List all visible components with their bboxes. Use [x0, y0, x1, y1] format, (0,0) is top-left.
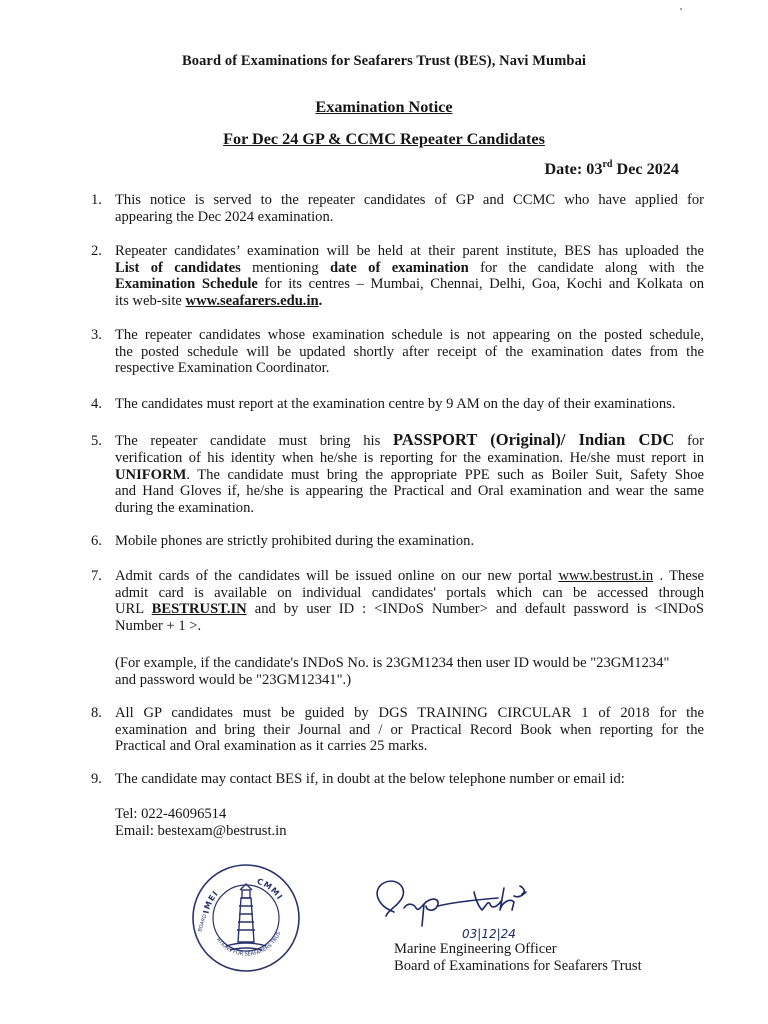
- item-line: The candidate may contact BES if, in doubt at the below telephone number or email id:: [115, 771, 625, 787]
- seal-text-top-right: CMMI: [255, 876, 285, 902]
- item-line: Repeater candidates’ examination will be held at their parent institute, BES has uploaded the: [115, 243, 704, 259]
- item-text: and by user ID : <INDoS Number> and default password is <INDoS: [246, 601, 704, 618]
- notice-item-6: [91, 533, 704, 550]
- handwritten-signature: [364, 866, 604, 948]
- seal-text-bottom: ATIONS FOR SEAFARERS TRUS: [215, 931, 283, 958]
- item-line: Number + 1 >.: [115, 617, 202, 634]
- item-line: during the examination.: [115, 499, 255, 516]
- bold-phrase: Examination Schedule: [115, 276, 258, 293]
- item-line: [115, 467, 704, 484]
- item-line: [115, 276, 704, 293]
- notice-title: Examination Notice: [315, 98, 453, 116]
- notice-item-8: [91, 705, 704, 755]
- item-number: 3.: [91, 327, 102, 343]
- bold-phrase: UNIFORM: [115, 466, 187, 483]
- item-number: 9.: [91, 771, 102, 787]
- notice-item-7: [91, 568, 704, 634]
- item-line: verification of his identity when he/she is reporting for the examination. He/she must report in: [115, 450, 704, 466]
- portal-url-link[interactable]: BESTRUST.IN: [151, 601, 247, 618]
- item-number: 1.: [91, 192, 102, 208]
- signatory-organization: Board of Examinations for Seafarers Trust: [394, 957, 642, 974]
- notice-item-3: [91, 327, 704, 377]
- item-number: 7.: [91, 568, 102, 584]
- svg-text:03|12|24: 03|12|24: [462, 927, 516, 941]
- date-prefix: Date: 03: [544, 160, 603, 178]
- item-line: admit card is available on individual candidates' portals which can be accessed through: [115, 584, 704, 601]
- item-line: Practical and Oral examination as it carries 25 marks.: [115, 738, 428, 755]
- website-link[interactable]: www.seafarers.edu.in: [185, 292, 319, 309]
- signature-date: [462, 927, 516, 941]
- item-text: URL: [115, 601, 152, 618]
- item-text: . These: [653, 568, 704, 584]
- contact-details: [115, 806, 287, 839]
- item-line: The candidates must report at the examination centre by 9 AM on the day of their examinations.: [115, 396, 676, 412]
- notice-item-4: [91, 396, 704, 413]
- item-line: and Hand Gloves if, he/she is appearing the Practical and Oral examination and wear the same: [115, 483, 704, 500]
- notice-item-2: [91, 243, 704, 309]
- seal-text-left: BOARD: [197, 913, 209, 933]
- item-text: for: [674, 433, 704, 449]
- notice-date: [544, 158, 679, 178]
- item-line: The repeater candidates whose examination schedule is not appearing on the posted schedule,: [115, 327, 704, 343]
- svg-text:CMMI: [256, 877, 285, 902]
- notice-item-9: [91, 771, 704, 788]
- item-line: respective Examination Coordinator.: [115, 360, 330, 377]
- item-line: All GP candidates must be guided by DGS TRAINING CIRCULAR 1 of 2018 for the: [115, 705, 704, 721]
- signatory-block: [394, 941, 642, 974]
- notice-item-1: [91, 192, 704, 225]
- item-text: for the candidate along with the: [468, 259, 705, 276]
- item-number: 2.: [91, 243, 102, 259]
- bold-phrase: List of candidates: [115, 259, 241, 276]
- bes-seal-stamp: [190, 862, 302, 974]
- organization-header: Board of Examinations for Seafarers Trust (BES), Navi Mumbai: [181, 53, 587, 69]
- date-suffix: Dec 2024: [612, 160, 679, 178]
- portal-link[interactable]: www.bestrust.in: [558, 568, 654, 584]
- example-paragraph: [115, 655, 705, 688]
- item-text: Admit cards of the candidates will be issued online on our new portal: [115, 568, 559, 584]
- scan-speck: [680, 8, 682, 10]
- item-line: appearing the Dec 2024 examination.: [115, 208, 334, 225]
- item-text: its web-site: [115, 292, 186, 309]
- item-line: Mobile phones are strictly prohibited during the examination.: [115, 533, 475, 549]
- bold-phrase: PASSPORT (Original)/ Indian CDC: [392, 430, 675, 449]
- lighthouse-icon: [226, 884, 266, 950]
- example-line: and password would be "23GM12341".): [115, 671, 352, 688]
- item-text: for its centres – Mumbai, Chennai, Delhi, Goa, Kochi and Kolkata on: [257, 276, 704, 293]
- item-line: [115, 260, 704, 277]
- item-text: The repeater candidate must bring his: [115, 433, 393, 449]
- item-number: 6.: [91, 533, 102, 549]
- item-line: [115, 293, 322, 309]
- item-number: 5.: [91, 433, 102, 449]
- item-number: 4.: [91, 396, 102, 412]
- seal-text-top: IMEI: [201, 888, 221, 915]
- notice-subtitle: For Dec 24 GP & CCMC Repeater Candidates: [223, 130, 545, 148]
- item-line: [115, 568, 704, 585]
- date-ordinal: rd: [602, 158, 613, 170]
- item-line: This notice is served to the repeater candidates of GP and CCMC who have applied for: [115, 192, 704, 208]
- item-text: mentioning: [240, 259, 331, 276]
- item-line: [115, 601, 704, 618]
- email-address[interactable]: Email: bestexam@bestrust.in: [115, 822, 287, 839]
- item-line: [115, 431, 704, 450]
- notice-item-5: [91, 431, 704, 516]
- telephone-number: Tel: 022-46096514: [115, 806, 227, 822]
- signatory-title: Marine Engineering Officer: [394, 941, 557, 957]
- item-text: .: [318, 292, 323, 309]
- example-line: (For example, if the candidate's INDoS No. is 23GM1234 then user ID would be "23GM1234": [115, 655, 670, 671]
- item-line: examination and bring their Journal and / or Practical Record Book when reporting for the: [115, 721, 704, 738]
- item-line: the posted schedule will be updated shortly after receipt of the examination dates from the: [115, 343, 704, 360]
- item-number: 8.: [91, 705, 102, 721]
- item-text: . The candidate must bring the appropriate PPE such as Boiler Suit, Safety Shoe: [186, 466, 704, 483]
- bold-phrase: date of examination: [330, 259, 469, 276]
